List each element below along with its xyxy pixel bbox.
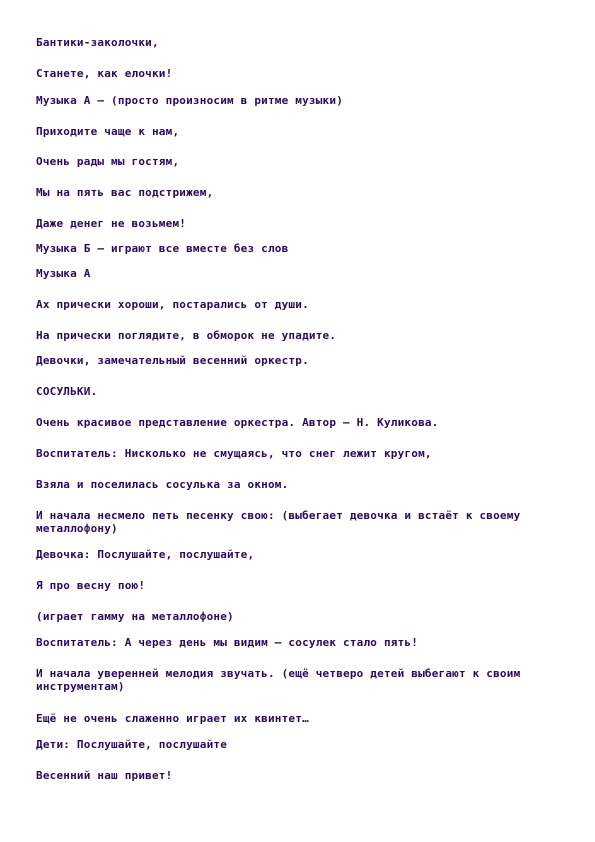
text-line: На прически поглядите, в обморок не упадите. <box>36 329 337 342</box>
text-line: Мы на пять вас подстрижем, <box>36 186 214 199</box>
text-line: Музыка Б – играют все вместе без слов <box>36 242 289 255</box>
text-line: Я про весну пою! <box>36 579 146 592</box>
text-line: Приходите чаще к нам, <box>36 125 180 138</box>
text-line: Ах прически хороши, постарались от души. <box>36 298 309 311</box>
text-line: Взяла и поселилась сосулька за окном. <box>36 478 289 491</box>
text-line: Очень красивое представление оркестра. Автор – Н. Куликова. <box>36 416 439 429</box>
text-line: Дети: Послушайте, послушайте <box>36 738 228 751</box>
text-line: Воспитатель: А через день мы видим – сосулек стало пять! <box>36 636 419 649</box>
text-line: Воспитатель: Нисколько не смущаясь, что снег лежит кругом, <box>36 447 432 460</box>
text-line: Бантики-заколочки, <box>36 36 159 49</box>
text-line: Очень рады мы гостям, <box>36 155 180 168</box>
text-line: Девочки, замечательный весенний оркестр. <box>36 354 309 367</box>
text-line: Даже денег не возьмем! <box>36 217 187 230</box>
text-line: (играет гамму на металлофоне) <box>36 610 234 623</box>
text-line: Музыка А <box>36 267 91 280</box>
text-line: Музыка А – (просто произносим в ритме музыки) <box>36 94 344 107</box>
text-line: Девочка: Послушайте, послушайте, <box>36 548 255 561</box>
text-line: СОСУЛЬКИ. <box>36 385 98 398</box>
text-line: Весенний наш привет! <box>36 769 173 782</box>
text-line: Станете, как елочки! <box>36 67 173 80</box>
text-line: И начала уверенней мелодия звучать. (ещё четверо детей выбегают к своим инструментам) <box>36 667 521 693</box>
text-line: И начала несмело петь песенку свою: (выбегает девочка и встаёт к своему металлофону) <box>36 509 521 535</box>
text-line: Ещё не очень слаженно играет их квинтет… <box>36 712 309 725</box>
